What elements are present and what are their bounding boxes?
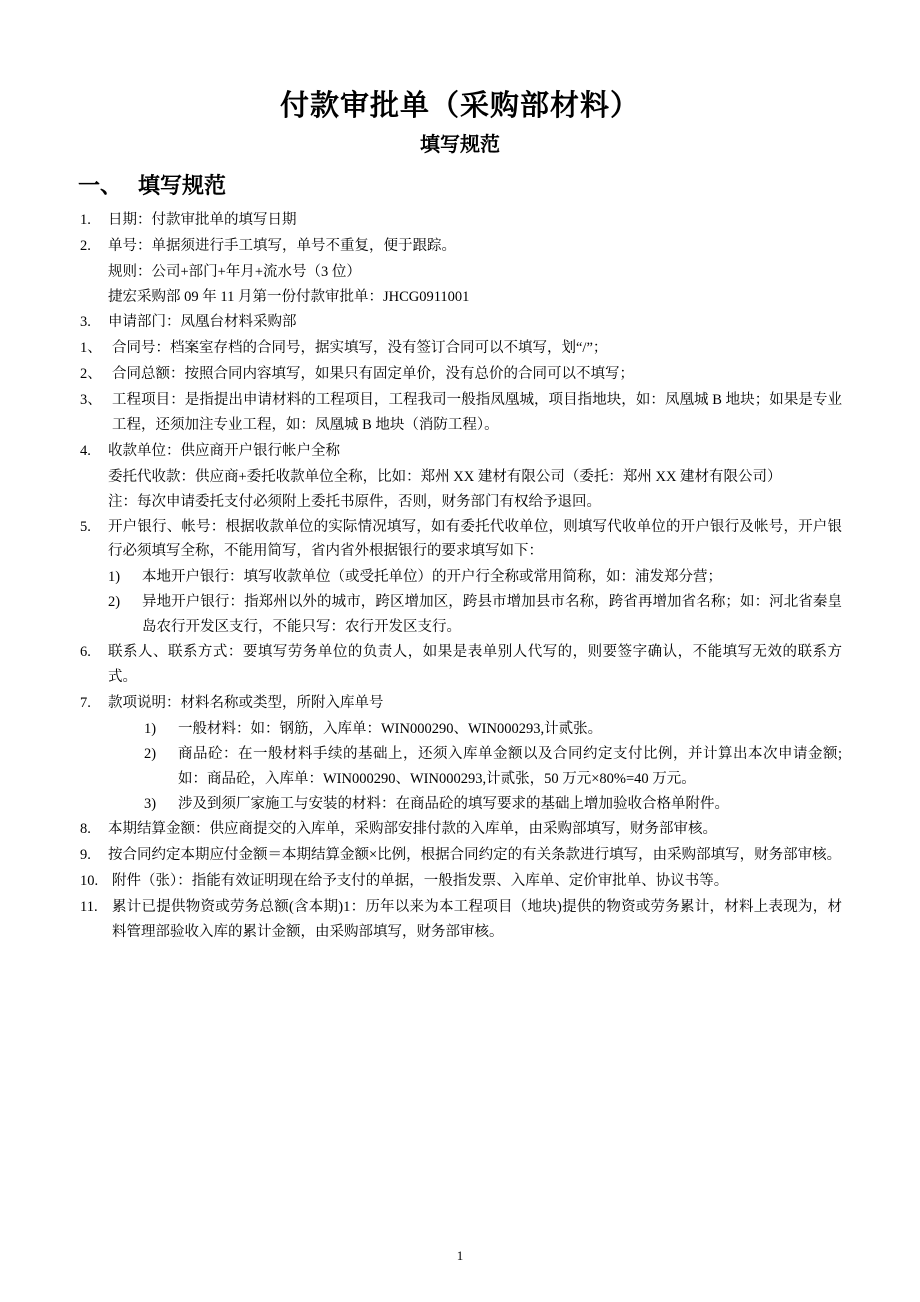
sub-list-item — [108, 565, 842, 590]
page-subtitle: 填写规范 — [420, 133, 500, 156]
list-item-continuation: 捷宏采购部 09 年 11 月第一份付款审批单：JHCG0911001 — [108, 289, 470, 306]
list-item-text: 申请部门：凤凰台材料采购部 — [108, 314, 297, 331]
sub-list-item-marker: 1) — [108, 569, 121, 586]
rules-list — [78, 208, 842, 944]
list-item — [78, 208, 842, 233]
list-item — [78, 817, 842, 842]
list-item-text: 收款单位：供应商开户银行帐户全称 — [108, 442, 340, 459]
list-item — [78, 310, 842, 335]
list-item — [78, 691, 842, 716]
list-item-text: 累计已提供物资或劳务总额(含本期)1：历年以来为本工程项目（地块)提供的物资或劳务累计，材料上表现为，材料管理部验收入库的累计金额，由采购部填写，财务部审核。 — [112, 898, 842, 940]
sub-list-item-text: 涉及到须厂家施工与安装的材料：在商品砼的填写要求的基础上增加验收合格单附件。 — [178, 795, 729, 812]
list-item — [78, 234, 842, 259]
section-number: 一、 — [78, 172, 123, 198]
list-item-continuation: 规则：公司+部门+年月+流水号（3 位） — [108, 264, 361, 281]
list-item — [78, 439, 842, 464]
sub-list-item-marker: 2) — [144, 745, 157, 762]
list-item-marker: 3、 — [80, 391, 102, 408]
list-item — [78, 640, 842, 690]
list-item-text: 单号：单据须进行手工填写，单号不重复，便于跟踪。 — [108, 238, 456, 255]
sub-list-item-text: 异地开户银行：指郑州以外的城市，跨区增加区，跨县市增加县市名称，跨省再增加省名称；如：河北省秦皇岛农行开发区支行，不能只写：农行开发区支行。 — [142, 594, 842, 636]
list-item-continuation: 委托代收款：供应商+委托收款单位全称，比如：郑州 XX 建材有限公司（委托：郑州 XX 建材有限公司） — [108, 468, 782, 485]
list-item-marker: 2. — [80, 238, 91, 255]
sub-list-item — [144, 792, 842, 817]
list-item — [78, 336, 842, 361]
list-item — [78, 869, 842, 894]
sub-list-item-marker: 3) — [144, 795, 157, 812]
sub-list-item-text: 一般材料：如：钢筋，入库单：WIN000290、WIN000293,计贰张。 — [178, 721, 603, 738]
page-title: 付款审批单（采购部材料） — [279, 90, 640, 122]
list-item-text: 款项说明：材料名称或类型，所附入库单号 — [108, 695, 384, 712]
list-item — [78, 362, 842, 387]
list-item-marker: 6. — [80, 644, 91, 661]
list-item-text: 合同号：档案室存档的合同号，据实填写，没有签订合同可以不填写，划“/”； — [112, 339, 608, 356]
list-item — [78, 843, 842, 868]
page-number: 1 — [456, 1248, 464, 1263]
sub-list-item-text: 本地开户银行：填写收款单位（或受托单位）的开户行全称或常用简称，如：浦发郑分营； — [142, 569, 722, 586]
sub-list-item-marker: 1) — [144, 721, 157, 738]
list-item-text: 联系人、联系方式：要填写劳务单位的负责人，如果是表单别人代写的，则要签字确认，不能填写无效的联系方式。 — [108, 644, 842, 686]
sub-list-item — [144, 742, 842, 792]
section-heading — [78, 172, 842, 201]
sub-list-item-text: 商品砼：在一般材料手续的基础上，还须入库单金额以及合同约定支付比例，并计算出本次申请金额; 如：商品砼，入库单：WIN000290、WIN000293,计贰张，50 万元×80%=40 万元。 — [178, 745, 842, 787]
list-item-text: 附件（张）：指能有效证明现在给予支付的单据，一般指发票、入库单、定价审批单、协议书等。 — [112, 872, 729, 889]
list-item-marker: 10. — [80, 872, 99, 889]
list-item-marker: 1. — [80, 212, 91, 229]
list-item-text: 开户银行、帐号：根据收款单位的实际情况填写，如有委托代收单位，则填写代收单位的开户银行及帐号，开户银行必须填写全称，不能用简写，省内省外根据银行的要求填写如下： — [108, 518, 842, 560]
sub-list-item — [144, 717, 842, 742]
list-item-marker: 8. — [80, 820, 91, 837]
list-item-marker: 3. — [80, 314, 91, 331]
sub-list-item-marker: 2) — [108, 594, 121, 611]
list-item — [78, 895, 842, 945]
list-item-text: 本期结算金额：供应商提交的入库单，采购部安排付款的入库单，由采购部填写，财务部审核。 — [108, 820, 717, 837]
sub-list-item — [108, 590, 842, 640]
list-item — [78, 515, 842, 565]
list-item-marker: 2、 — [80, 365, 102, 382]
list-item-marker: 11. — [80, 898, 98, 915]
section-title: 填写规范 — [138, 172, 227, 198]
list-item — [78, 388, 842, 438]
list-item-text: 合同总额：按照合同内容填写，如果只有固定单价，没有总价的合同可以不填写； — [112, 365, 634, 382]
list-item-text: 按合同约定本期应付金额＝本期结算金额×比例，根据合同约定的有关条款进行填写，由采购部填写，财务部审核。 — [108, 846, 842, 863]
list-item-continuation: 注：每次申请委托支付必须附上委托书原件，否则，财务部门有权给予退回。 — [108, 493, 601, 510]
list-item-marker: 9. — [80, 846, 91, 863]
list-item-marker: 5. — [80, 518, 91, 535]
list-item-text: 日期：付款审批单的填写日期 — [108, 212, 297, 229]
list-item-marker: 1、 — [80, 339, 102, 356]
list-item-marker: 7. — [80, 695, 91, 712]
list-item-marker: 4. — [80, 442, 91, 459]
list-item-text: 工程项目：是指提出申请材料的工程项目，工程我司一般指凤凰城，项目指地块，如：凤凰城 B 地块；如果是专业工程，还须加注专业工程，如：凤凰城 B 地块（消防工程）。 — [112, 391, 842, 433]
